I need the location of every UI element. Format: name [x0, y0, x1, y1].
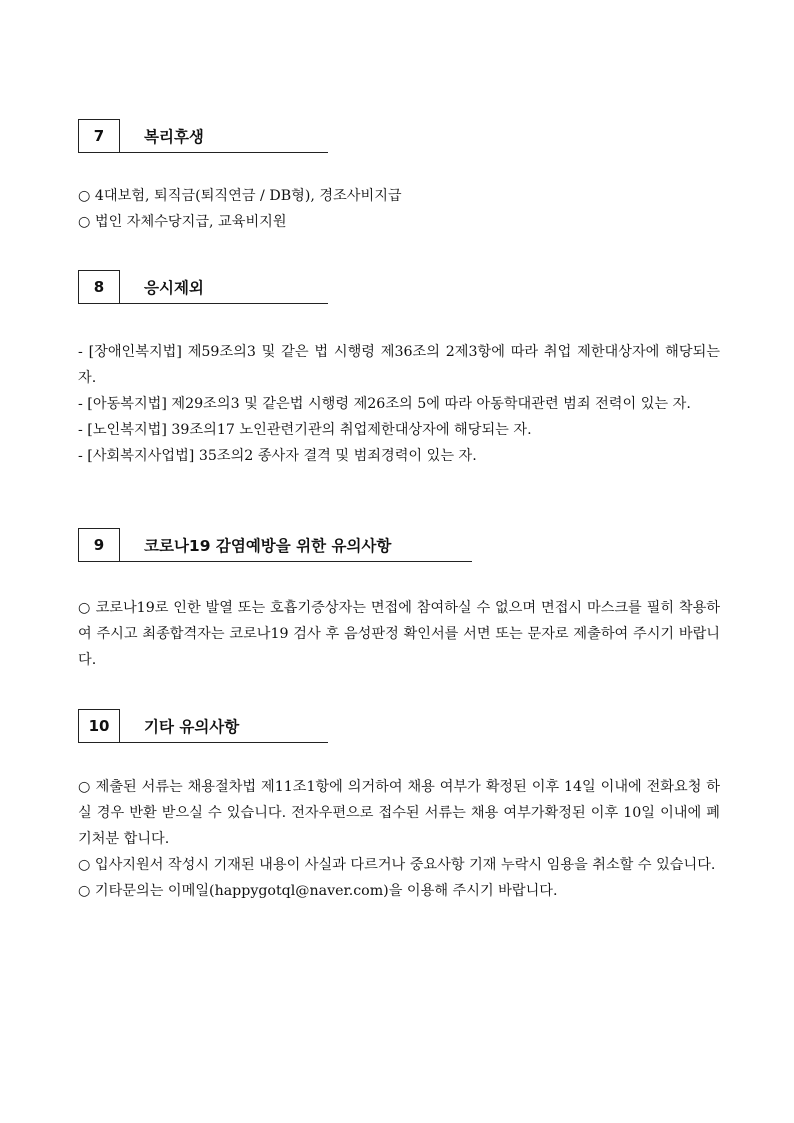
section-body-10: [78, 774, 720, 904]
list-item: ○ 기타문의는 이메일(happygotql@naver.com)을 이용해 주시기 바랍니다.: [78, 883, 558, 899]
list-item: ○ 제출된 서류는 채용절차법 제11조1항에 의거하여 채용 여부가 확정된 이후 14일 이내에 전화요청 하실 경우 반환 받으실 수 있습니다. 전자우편으로 접수된 서류는 채용 여부가확정된 이후 10일 이내에 폐기처분 합니다.: [78, 779, 720, 847]
section-header-10: [78, 709, 328, 743]
section-body-7: [78, 183, 720, 235]
section-number: 10: [78, 709, 120, 743]
section-number: 8: [78, 270, 120, 304]
list-item: - [사회복지사업법] 35조의2 종사자 결격 및 범죄경력이 있는 자.: [78, 448, 477, 464]
list-item: - [아동복지법] 제29조의3 및 같은법 시행령 제26조의 5에 따라 아동학대관련 범죄 전력이 있는 자.: [78, 396, 691, 412]
list-item: ○ 법인 자체수당지급, 교육비지원: [78, 214, 287, 230]
section-body-9: [78, 595, 720, 673]
section-title: 응시제외: [120, 270, 328, 304]
list-item: - [장애인복지법] 제59조의3 및 같은 법 시행령 제36조의 2제3항에 따라 취업 제한대상자에 해당되는 자.: [78, 344, 720, 386]
section-number: 9: [78, 528, 120, 562]
list-item: ○ 입사지원서 작성시 기재된 내용이 사실과 다르거나 중요사항 기재 누락시 임용을 취소할 수 있습니다.: [78, 857, 716, 873]
section-title: 기타 유의사항: [120, 709, 328, 743]
list-item: ○ 코로나19로 인한 발열 또는 호흡기증상자는 면접에 참여하실 수 없으며 면접시 마스크를 필히 착용하여 주시고 최종합격자는 코로나19 검사 후 음성판정 확인서를 서면 또는 문자로 제출하여 주시기 바랍니다.: [78, 600, 720, 668]
list-item: - [노인복지법] 39조의17 노인관련기관의 취업제한대상자에 해당되는 자.: [78, 422, 532, 438]
section-title: 코로나19 감염예방을 위한 유의사항: [120, 528, 472, 562]
section-header-9: [78, 528, 472, 562]
section-header-8: [78, 270, 328, 304]
section-title: 복리후생: [120, 119, 328, 153]
section-number: 7: [78, 119, 120, 153]
section-header-7: [78, 119, 328, 153]
list-item: ○ 4대보험, 퇴직금(퇴직연금 / DB형), 경조사비지급: [78, 188, 402, 204]
section-body-8: [78, 339, 720, 469]
